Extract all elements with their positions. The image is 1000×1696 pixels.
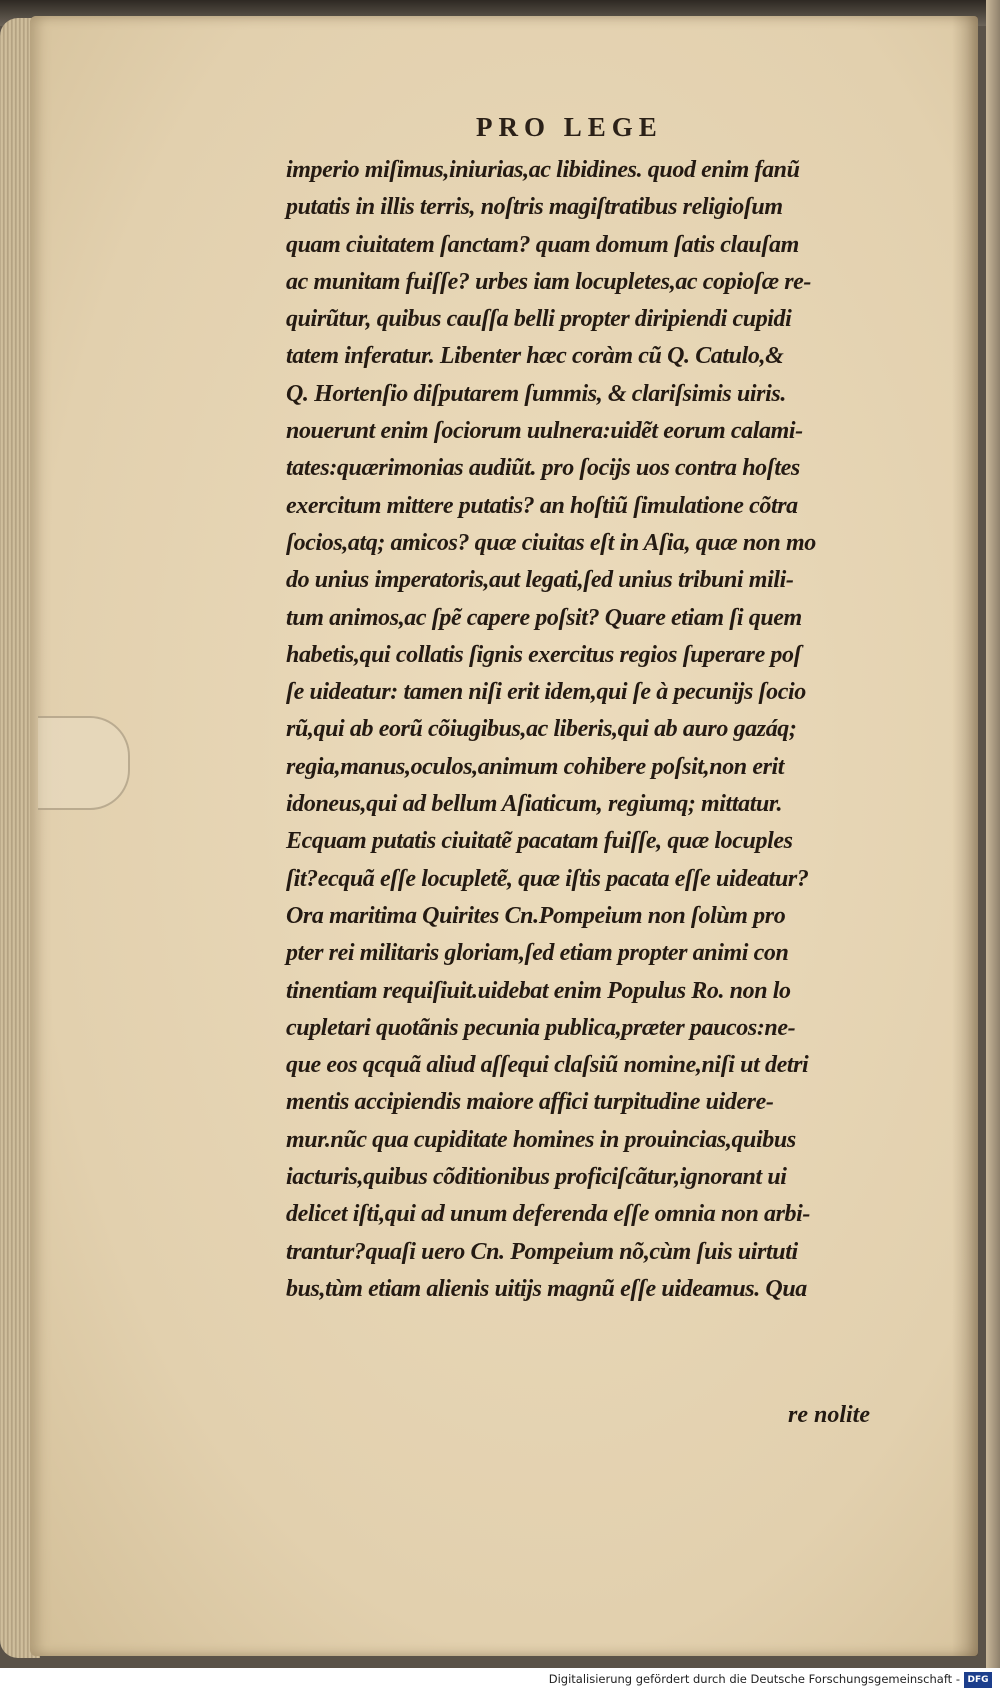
text-line: tum animos,ac ſpẽ capere poſsit? Quare etiam ſi quem	[286, 604, 802, 631]
text-line: rũ,qui ab eorũ cõiugibus,ac liberis,qui ab auro gazáq;	[286, 716, 797, 743]
text-line: habetis,qui collatis ſignis exercitus regios ſuperare poſ	[286, 641, 802, 668]
text-line: tates:quærimonias audiũt. pro ſocijs uos contra hoſtes	[286, 455, 800, 482]
text-line: tatem inferatur. Libenter hæc coràm cũ Q. Catulo,&	[286, 343, 784, 370]
text-line: que eos qcquã aliud aſſequi claſsiũ nomine,niſi ut detri	[286, 1052, 809, 1079]
text-line: cupletari quotãnis pecunia publica,præter paucos:ne-	[286, 1014, 796, 1041]
text-line: idoneus,qui ad bellum Aſiaticum, regiumq; mittatur.	[286, 791, 783, 818]
text-line: mur.nũc qua cupiditate homines in prouincias,quibus	[286, 1126, 796, 1153]
text-line: exercitum mittere putatis? an hoſtiũ ſimulatione cõtra	[286, 492, 798, 519]
body-text	[286, 152, 926, 1308]
text-line: ſit?ecquã eſſe locupletẽ, quæ iſtis pacata eſſe uideatur?	[286, 865, 809, 892]
text-line: quam ciuitatem ſanctam? quam domum ſatis clauſam	[286, 231, 799, 258]
text-line: ſe uideatur: tamen niſi erit idem,qui ſe à pecunijs ſocio	[286, 679, 806, 706]
text-line: delicet iſti,qui ad unum deferenda eſſe omnia non arbi-	[286, 1201, 810, 1228]
page-gutter	[952, 16, 978, 1656]
text-line: putatis in illis terris, noſtris magiſtratibus religioſum	[286, 194, 783, 221]
text-line: Ora maritima Quirites Cn.Pompeium non ſolùm pro	[286, 902, 786, 929]
funding-notice: Digitalisierung gefördert durch die Deutsche Forschungsgemeinschaft -	[548, 1672, 960, 1686]
catchword: re nolite	[788, 1402, 870, 1428]
text-line: nouerunt enim ſociorum uulnera:uidẽt eorum calami-	[286, 418, 803, 445]
text-line: do unius imperatoris,aut legati,ſed unius tribuni mili-	[286, 567, 794, 594]
text-line: pter rei militaris gloriam,ſed etiam propter animi con	[286, 940, 789, 967]
text-line: iacturis,quibus cõditionibus proficiſcãtur,ignorant ui	[286, 1164, 787, 1191]
binding-right-edge	[986, 0, 1000, 1668]
text-line: trantur?quaſi uero Cn. Pompeium nõ,cùm ſuis uirtuti	[286, 1238, 798, 1265]
page-tab-mark	[38, 716, 130, 810]
text-line: tinentiam requiſiuit.uidebat enim Populus Ro. non lo	[286, 977, 791, 1004]
text-line: ſocios,atq; amicos? quæ ciuitas eſt in Aſia, quæ non mo	[286, 529, 816, 556]
text-line: imperio miſimus,iniurias,ac libidines. quod enim fanũ	[286, 157, 800, 183]
text-line: quirũtur, quibus cauſſa belli propter diripiendi cupidi	[286, 306, 792, 333]
text-line: bus,tùm etiam alienis uitijs magnũ eſſe uideamus. Qua	[286, 1275, 807, 1302]
running-header: PRO LEGE	[476, 112, 663, 142]
text-line: ac munitam fuiſſe? urbes iam locupletes,ac copioſæ re-	[286, 268, 812, 295]
text-line: Q. Hortenſio diſputarem ſummis, & clariſsimis uiris.	[286, 380, 786, 407]
text-line: regia,manus,oculos,animum cohibere poſsit,non erit	[286, 753, 785, 780]
dfg-logo: DFG	[964, 1672, 992, 1688]
text-line: Ecquam putatis ciuitatẽ pacatam fuiſſe, quæ locuples	[286, 828, 793, 855]
text-line: mentis accipiendis maiore affici turpitudine uidere-	[286, 1089, 774, 1116]
footer-bar	[0, 1668, 1000, 1696]
